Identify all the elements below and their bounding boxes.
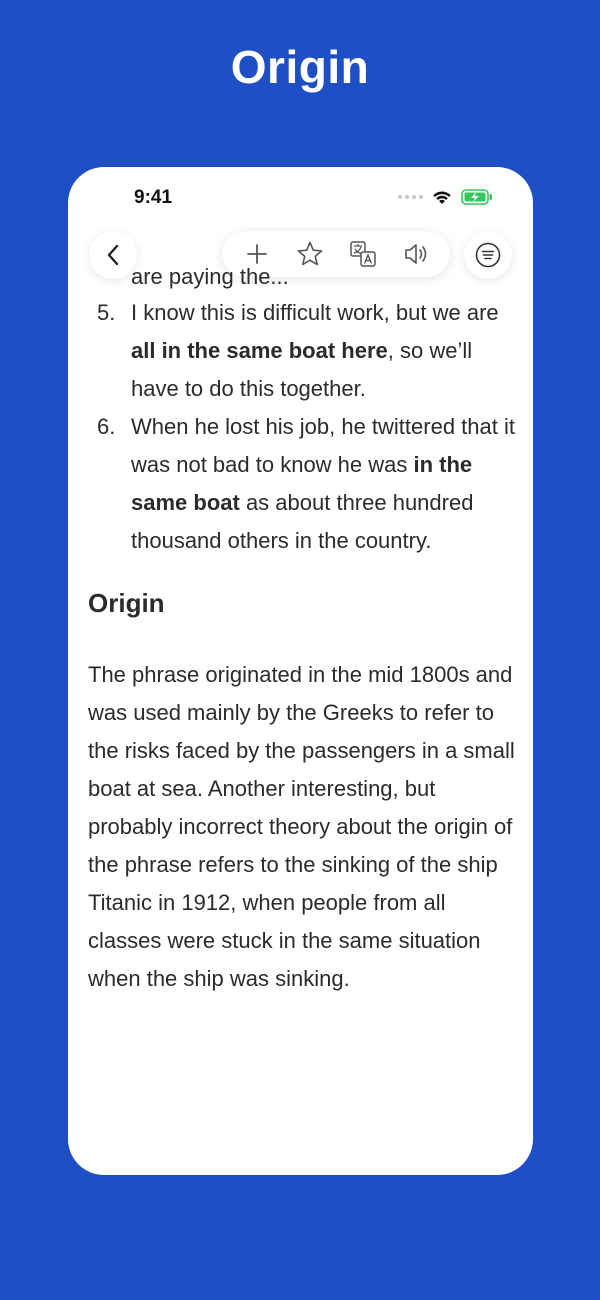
article-content xyxy=(88,264,518,998)
battery-charging-icon xyxy=(461,189,493,205)
star-icon xyxy=(296,240,324,268)
status-icons xyxy=(398,189,493,205)
example-number: 6. xyxy=(97,414,116,439)
phone-screen xyxy=(68,167,533,1175)
example-number: 5. xyxy=(97,300,116,325)
favorite-button[interactable] xyxy=(290,234,330,274)
phrase-highlight: all in the same boat here xyxy=(131,338,388,363)
translate-icon xyxy=(349,240,377,268)
signal-icon xyxy=(398,195,423,199)
example-text: I know this is difficult work, but we are all in the same boat here, so we’ll have to do this together. xyxy=(131,300,499,401)
section-heading: Origin xyxy=(88,588,165,618)
menu-button[interactable] xyxy=(464,231,512,279)
speaker-icon xyxy=(402,240,430,268)
status-bar xyxy=(68,167,533,227)
chevron-left-icon xyxy=(106,243,120,267)
example-item xyxy=(88,408,518,560)
translate-button[interactable] xyxy=(343,234,383,274)
origin-paragraph: The phrase originated in the mid 1800s and was used mainly by the Greeks to refer to the risks faced by the passengers in a small boat at sea. Another interesting, but probably incorrect theory about the origin of the phrase refers to the sinking of the ship Titanic in 1912, when people from all classes were stuck in the same situation when the ship was sinking. xyxy=(88,662,515,991)
example-item xyxy=(88,294,518,408)
status-time: 9:41 xyxy=(134,187,173,208)
list-menu-icon xyxy=(474,241,502,269)
partial-line: are paying the... xyxy=(131,264,289,289)
wifi-icon xyxy=(431,189,453,205)
example-text: When he lost his job, he twittered that it was not bad to know he was in the same boat as about three hundred thousand others in the country. xyxy=(131,414,515,553)
hero-title: Origin xyxy=(230,41,370,93)
pronounce-button[interactable] xyxy=(396,234,436,274)
back-button[interactable] xyxy=(89,231,137,279)
phrase-highlight: in the same boat xyxy=(131,452,473,515)
